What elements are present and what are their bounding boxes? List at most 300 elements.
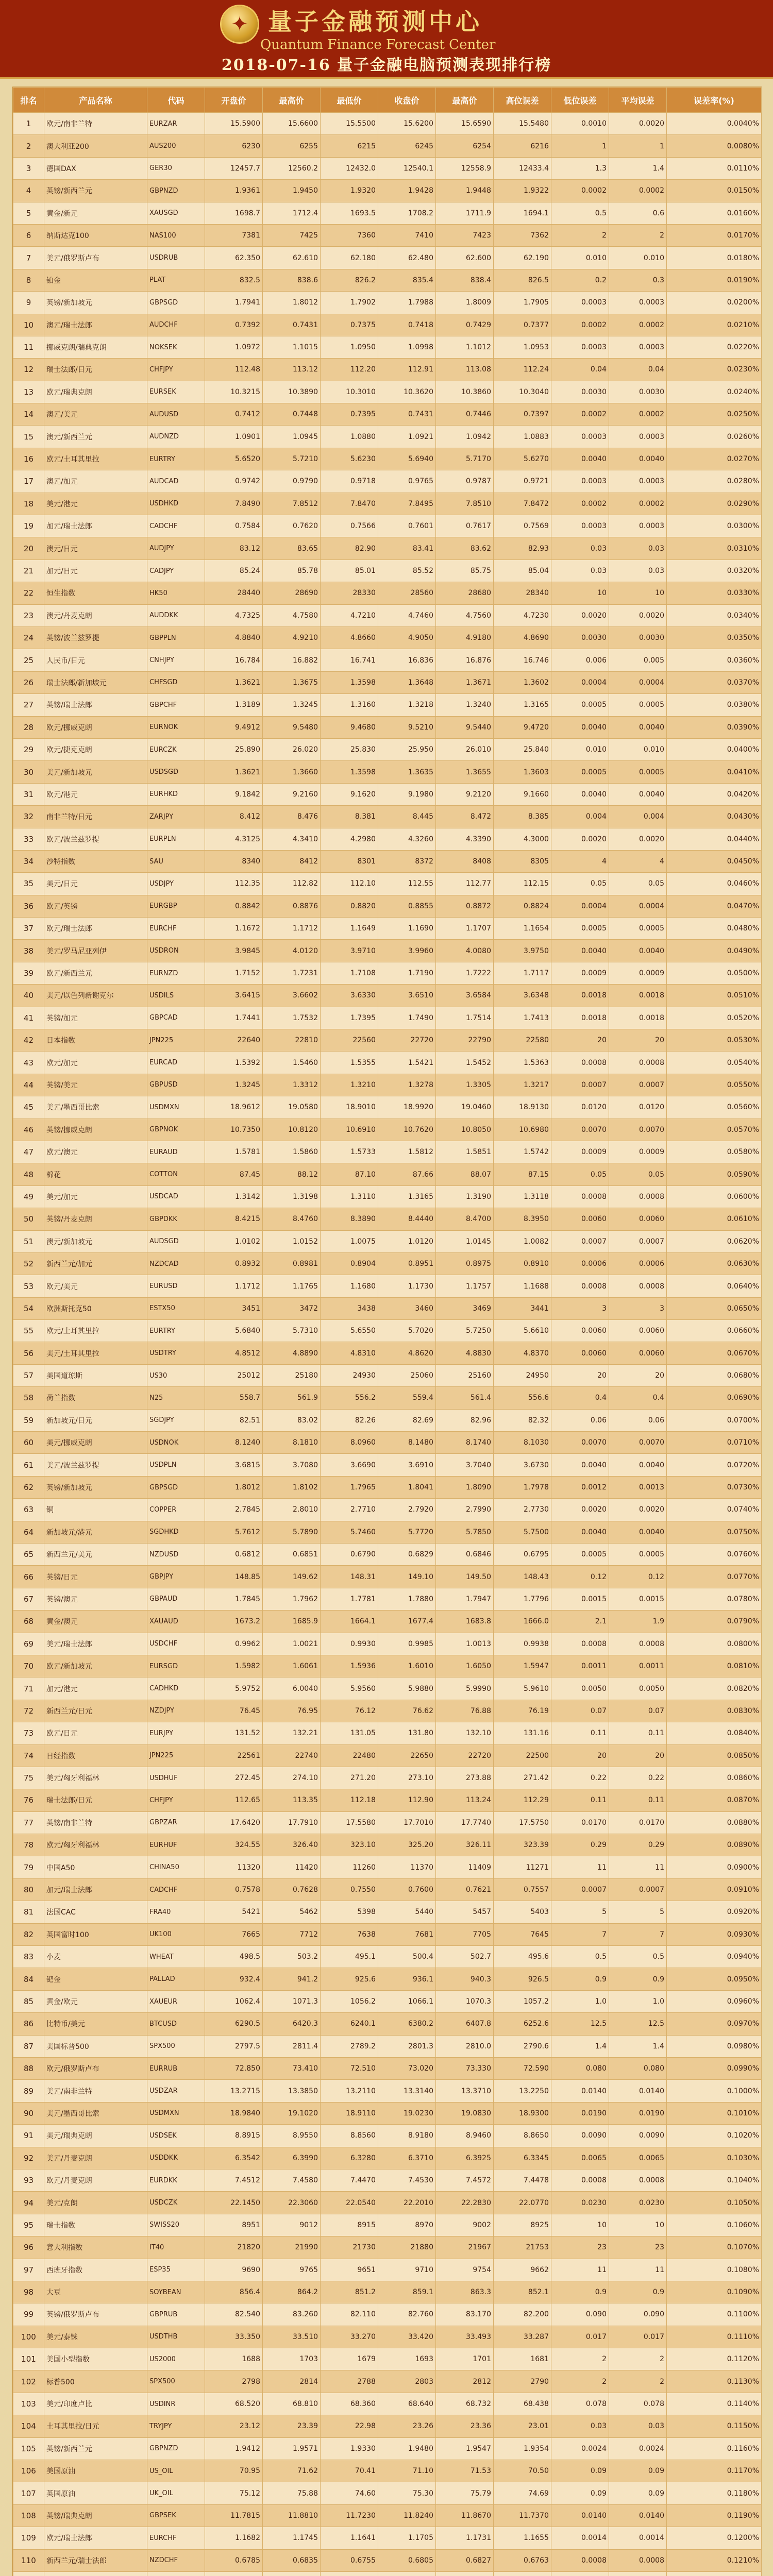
table-cell: 0.080 (551, 2057, 609, 2079)
table-cell: 4.8370 (494, 1342, 551, 1364)
table-cell: 7638 (321, 1923, 378, 1945)
table-row (13, 2192, 762, 2214)
table-cell: 23.26 (378, 2415, 436, 2437)
table-cell: GBPNZD (147, 2437, 205, 2460)
table-cell: 33.287 (494, 2326, 551, 2348)
table-cell: 498.5 (205, 1946, 263, 1968)
table-cell: 21753 (494, 2236, 551, 2259)
table-cell: 25.950 (378, 738, 436, 760)
table-cell: 欧元/土耳其里拉 (44, 448, 147, 470)
table-cell: 5.7020 (378, 1320, 436, 1342)
table-cell: 美元/匈牙利福林 (44, 1767, 147, 1789)
table-cell: 70 (13, 1655, 44, 1677)
table-cell: 0.0540% (667, 1052, 762, 1074)
table-cell: 46 (13, 1118, 44, 1141)
table-cell: 148.31 (321, 1566, 378, 1588)
table-cell: 0.017 (551, 2326, 609, 2348)
table-cell: 美元/墨西哥比索 (44, 2102, 147, 2124)
table-cell: 0.0900% (667, 1856, 762, 1878)
table-cell: 0.6763 (494, 2549, 551, 2571)
table-cell: 8.4760 (263, 1208, 321, 1230)
table-cell: 28 (13, 716, 44, 738)
table-cell: 英镑/澳元 (44, 1588, 147, 1610)
table-cell: 1.9428 (378, 180, 436, 202)
table-cell: 4.3000 (494, 828, 551, 850)
table-cell: 76.12 (321, 1700, 378, 1722)
table-cell: 0.0013 (609, 1476, 667, 1498)
table-cell: 49 (13, 1185, 44, 1208)
table-cell: 3460 (378, 1297, 436, 1319)
table-cell: 0.0300% (667, 515, 762, 537)
table-cell: 82.51 (205, 1409, 263, 1431)
table-cell: 英镑/新加坡元 (44, 1476, 147, 1498)
table-cell: GBPUSD (147, 1074, 205, 1096)
table-cell: USDMXN (147, 1096, 205, 1118)
table-cell: 85.78 (263, 560, 321, 582)
column-header: 平均误差 (609, 88, 667, 113)
table-cell: 1.8041 (378, 1476, 436, 1498)
table-cell: 2.7920 (378, 1499, 436, 1521)
table-cell: 1.5363 (494, 1052, 551, 1074)
table-cell: 7645 (494, 1923, 551, 1945)
table-cell: 86 (13, 2013, 44, 2035)
table-cell: 11.7815 (205, 2504, 263, 2527)
table-cell: 0.0320% (667, 560, 762, 582)
table-cell: 4.3410 (263, 828, 321, 850)
table-cell: GBPSEK (147, 2504, 205, 2527)
table-cell: 0.0140 (609, 2504, 667, 2527)
table-cell: 1.7947 (436, 1588, 494, 1610)
table-cell: 0.0070 (609, 1432, 667, 1454)
table-cell: 24 (13, 626, 44, 649)
table-cell: 6230 (205, 135, 263, 157)
table-cell: 3.6348 (494, 985, 551, 1007)
table-cell: USDSGD (147, 761, 205, 783)
table-cell: 0.29 (551, 1834, 609, 1856)
table-row (13, 2214, 762, 2236)
table-cell: 1688 (205, 2348, 263, 2370)
table-cell: 2788 (321, 2370, 378, 2393)
table-cell: 0.0920% (667, 1901, 762, 1923)
table-cell: ESP35 (147, 2259, 205, 2281)
table-cell: 5.6550 (321, 1320, 378, 1342)
table-cell: CADCHF (147, 1878, 205, 1901)
table-cell: 0.0230% (667, 359, 762, 381)
table-cell: 0.0290% (667, 493, 762, 515)
table-cell: 美元/墨西哥比索 (44, 1096, 147, 1118)
table-row (13, 1320, 762, 1342)
table-cell: XAUAUD (147, 1611, 205, 1633)
table-cell: 0.09 (551, 2482, 609, 2504)
table-cell: 0.0280% (667, 470, 762, 493)
table-cell: 英镑/瑞士法郎 (44, 694, 147, 716)
table-cell: 25.890 (205, 738, 263, 760)
table-cell: 83.62 (436, 537, 494, 560)
table-cell: 9651 (321, 2259, 378, 2281)
table-cell: 1.3118 (494, 1185, 551, 1208)
table-cell: 21967 (436, 2236, 494, 2259)
table-cell: EURDKK (147, 2169, 205, 2191)
table-cell: JPN225 (147, 1029, 205, 1052)
table-cell: 73.330 (436, 2057, 494, 2079)
table-cell: 0.1190% (667, 2504, 762, 2527)
table-cell: 0.0210% (667, 314, 762, 336)
table-cell: 0.0930% (667, 1923, 762, 1945)
table-cell: 64 (13, 1521, 44, 1543)
table-cell: 0.7418 (378, 314, 436, 336)
table-cell: 0.0060 (609, 1342, 667, 1364)
table-cell: 23 (551, 2236, 609, 2259)
table-cell: 0.7550 (321, 1878, 378, 1901)
table-cell: 1.0102 (205, 1230, 263, 1252)
table-cell: 0.0005 (609, 761, 667, 783)
table-cell: 1.3160 (321, 694, 378, 716)
table-cell: 0.0960% (667, 1990, 762, 2012)
table-cell: 7681 (378, 1923, 436, 1945)
table-cell: 7.8495 (378, 493, 436, 515)
table-cell: 0.0590% (667, 1163, 762, 1185)
table-cell: 欧元/瑞典克朗 (44, 381, 147, 403)
table-cell: 0.1150% (667, 2415, 762, 2437)
table-cell: 8.4700 (436, 1208, 494, 1230)
table-cell: 0.0070 (551, 1432, 609, 1454)
table-row (13, 2504, 762, 2527)
table-cell: 西班牙指数 (44, 2259, 147, 2281)
table-cell: 25060 (378, 1364, 436, 1386)
table-cell: 4.8310 (321, 1342, 378, 1364)
table-cell: 1.3312 (263, 1074, 321, 1096)
table-cell: 68 (13, 1611, 44, 1633)
table-cell: 0.1120% (667, 2348, 762, 2370)
table-cell: 土耳其里拉/日元 (44, 2415, 147, 2437)
table-cell: TRYJPY (147, 2415, 205, 2437)
table-cell: 0.078 (551, 2393, 609, 2415)
table-cell: 0.0008 (551, 1185, 609, 1208)
table-row (13, 448, 762, 470)
table-cell: USDCZK (147, 2192, 205, 2214)
table-cell: 6245 (378, 135, 436, 157)
table-cell: 1.1712 (263, 918, 321, 940)
table-cell: 13.3850 (263, 2080, 321, 2102)
table-cell: 5.7850 (436, 1521, 494, 1543)
table-cell: 1.0120 (378, 1230, 436, 1252)
table-row (13, 1432, 762, 1454)
table-cell: USDMXN (147, 2102, 205, 2124)
table-cell: 1.7796 (494, 1588, 551, 1610)
table-cell: 19 (13, 515, 44, 537)
table-cell: 0.0190 (551, 2102, 609, 2124)
table-cell: 502.7 (436, 1946, 494, 1968)
table-cell: 1694.1 (494, 202, 551, 224)
table-cell: 美国小型指数 (44, 2348, 147, 2370)
table-cell: 1703 (263, 2348, 321, 2370)
table-cell: 112.90 (378, 1789, 436, 1811)
table-cell: 22580 (494, 1029, 551, 1052)
table-cell: SPX500 (147, 2370, 205, 2393)
table-cell: 1.0945 (263, 426, 321, 448)
table-cell: 68.732 (436, 2393, 494, 2415)
table-row (13, 2236, 762, 2259)
table-cell: US2000 (147, 2348, 205, 2370)
table-cell: 82.69 (378, 1409, 436, 1431)
table-cell: 96 (13, 2236, 44, 2259)
table-cell: 0.0550% (667, 1074, 762, 1096)
table-cell: 82.540 (205, 2303, 263, 2326)
table-cell: 0.0530% (667, 1029, 762, 1052)
table-cell: 日本指数 (44, 1029, 147, 1052)
table-cell: 63 (13, 1499, 44, 1521)
table-cell: 271.42 (494, 1767, 551, 1789)
table-cell: 0.0810% (667, 1655, 762, 1677)
table-cell: 钯金 (44, 1968, 147, 1990)
table-cell: NAS100 (147, 224, 205, 246)
table-cell: 8.0960 (321, 1432, 378, 1454)
table-row (13, 2326, 762, 2348)
table-cell: 22740 (263, 1744, 321, 1767)
table-cell: 19.0460 (436, 1096, 494, 1118)
table-cell: 38 (13, 940, 44, 962)
table-cell: 1.3245 (205, 1074, 263, 1096)
table-cell: 9 (13, 292, 44, 314)
table-cell: 英镑/波兰兹罗提 (44, 626, 147, 649)
table-cell: 0.0060 (551, 1320, 609, 1342)
table-cell: 0.0140 (551, 2080, 609, 2102)
table-cell: 5.7890 (263, 1521, 321, 1543)
table-cell: 0.1090% (667, 2281, 762, 2303)
table-cell: 34 (13, 850, 44, 872)
table-cell: 1.3217 (494, 1074, 551, 1096)
table-cell: 5.7720 (378, 1521, 436, 1543)
table-cell: 0.0060 (609, 1320, 667, 1342)
table-cell: 0.0990% (667, 2057, 762, 2079)
table-cell: 0.0850% (667, 1744, 762, 1767)
table-cell: XAUSGD (147, 202, 205, 224)
table-cell: 0.0830% (667, 1700, 762, 1722)
table-cell: 112.91 (378, 359, 436, 381)
table-cell: 1.1682 (205, 2527, 263, 2549)
table-cell: ESTX50 (147, 1297, 205, 1319)
table-row (13, 1118, 762, 1141)
table-cell: 1.0 (609, 1990, 667, 2012)
table-row (13, 2013, 762, 2035)
table-cell: USDTHB (147, 2326, 205, 2348)
table-cell: 0.7600 (378, 1878, 436, 1901)
table-cell (667, 2571, 762, 2576)
table-cell: 10 (609, 2214, 667, 2236)
table-row (13, 1633, 762, 1655)
table-cell: 16.784 (205, 649, 263, 671)
table-cell: 68.438 (494, 2393, 551, 2415)
table-cell: 7 (609, 1923, 667, 1945)
table-cell: 5.6610 (494, 1320, 551, 1342)
table-cell: 82.26 (321, 1409, 378, 1431)
table-row (13, 1722, 762, 1744)
table-cell: 78 (13, 1834, 44, 1856)
table-cell: 0.0630% (667, 1252, 762, 1275)
table-cell: 0.090 (551, 2303, 609, 2326)
table-cell: 1.7108 (321, 962, 378, 984)
table-cell: 273.88 (436, 1767, 494, 1789)
table-cell: 9754 (436, 2259, 494, 2281)
table-cell: USDHKD (147, 493, 205, 515)
table-cell: 英国富时100 (44, 1923, 147, 1945)
table-row (13, 2482, 762, 2504)
table-cell: 美元/加元 (44, 1185, 147, 1208)
table-cell: 61 (13, 1454, 44, 1476)
table-cell: COPPER (147, 1499, 205, 1521)
table-cell: 82 (13, 1923, 44, 1945)
table-cell: NZDCHF (147, 2549, 205, 2571)
gold-coin-logo-icon (222, 6, 258, 42)
table-cell: 8.8560 (321, 2125, 378, 2147)
table-cell: 17 (13, 470, 44, 493)
table-cell: 1.4 (609, 157, 667, 179)
table-cell: 欧洲斯托克50 (44, 1297, 147, 1319)
table-cell: 273.10 (378, 1767, 436, 1789)
table-cell: 97 (13, 2259, 44, 2281)
table-cell: 31 (13, 783, 44, 805)
table-cell: 2 (13, 135, 44, 157)
table-cell: 8.4440 (378, 1208, 436, 1230)
table-cell: 495.1 (321, 1946, 378, 1968)
table-cell: 112.65 (205, 1789, 263, 1811)
table-cell: 0.0005 (551, 761, 609, 783)
table-cell: GBPSGD (147, 292, 205, 314)
table-row (13, 1767, 762, 1789)
table-cell: 0.0003 (551, 515, 609, 537)
table-cell: 1.9361 (205, 180, 263, 202)
table-cell: 23.12 (205, 2415, 263, 2437)
table-cell: 0.0003 (609, 426, 667, 448)
table-cell: 0.1200% (667, 2527, 762, 2549)
table-cell: 91 (13, 2125, 44, 2147)
table-cell: 1.1730 (378, 1275, 436, 1297)
table-cell: 9.5440 (436, 716, 494, 738)
table-cell: 74.60 (321, 2482, 378, 2504)
table-cell: 0.5 (551, 202, 609, 224)
table-cell: 0.0700% (667, 1409, 762, 1431)
table-cell: 112.77 (436, 873, 494, 895)
table-cell: 0.0018 (609, 985, 667, 1007)
table-row (13, 649, 762, 671)
table-cell: 1.3635 (378, 761, 436, 783)
table-cell: 0.0800% (667, 1633, 762, 1655)
table-cell: 85 (13, 1990, 44, 2012)
table-cell: 113.12 (263, 359, 321, 381)
table-row (13, 1566, 762, 1588)
table-cell: 美元/印度卢比 (44, 2393, 147, 2415)
table-cell: 1.6010 (378, 1655, 436, 1677)
table-row (13, 2035, 762, 2057)
table-cell: 33.420 (378, 2326, 436, 2348)
table-cell: 7.4580 (263, 2169, 321, 2191)
table-cell: 29 (13, 738, 44, 760)
table-row (13, 2415, 762, 2437)
table-cell: 7410 (378, 224, 436, 246)
table-cell: 4.8690 (494, 626, 551, 649)
table-cell: 0.0820% (667, 1677, 762, 1700)
table-cell: 1698.7 (205, 202, 263, 224)
table-cell: 1.3165 (494, 694, 551, 716)
table-cell: 美元/瑞典克朗 (44, 2125, 147, 2147)
table-cell: 0.7446 (436, 403, 494, 426)
table-cell: 6.0040 (263, 1677, 321, 1700)
table-header-row (13, 88, 762, 113)
table-cell: 12560.2 (263, 157, 321, 179)
table-cell: 0.0880% (667, 1811, 762, 1834)
table-cell: 0.0008 (551, 1633, 609, 1655)
table-cell: 98 (13, 2281, 44, 2303)
table-cell: 4.8840 (205, 626, 263, 649)
table-row (13, 604, 762, 626)
table-cell: 41 (13, 1007, 44, 1029)
table-cell: 8340 (205, 850, 263, 872)
table-cell: 0.0580% (667, 1141, 762, 1163)
table-cell: 11.8670 (436, 2504, 494, 2527)
table-cell: 10.3890 (263, 381, 321, 403)
table-cell: USDZAR (147, 2080, 205, 2102)
table-cell: 33.510 (263, 2326, 321, 2348)
table-cell: 欧元/加元 (44, 1052, 147, 1074)
table-cell: 0.7397 (494, 403, 551, 426)
table-cell: 1.5460 (263, 1052, 321, 1074)
table-cell: 0.0090 (609, 2125, 667, 2147)
table-cell: 2.1 (551, 1611, 609, 1633)
table-cell: 0.1130% (667, 2370, 762, 2393)
table-cell: 25.840 (494, 738, 551, 760)
table-cell: 0.12 (609, 1566, 667, 1588)
table-cell: 0.0015 (551, 1588, 609, 1610)
table-cell: 0.0790% (667, 1611, 762, 1633)
table-cell: CHFJPY (147, 359, 205, 381)
table-cell: 0.0002 (609, 403, 667, 426)
table-cell: 1.7965 (321, 1476, 378, 1498)
table-cell: 0.0710% (667, 1432, 762, 1454)
table-cell: 19.0230 (378, 2102, 436, 2124)
table-cell: 0.0610% (667, 1208, 762, 1230)
table-cell: 1.7514 (436, 1007, 494, 1029)
table-cell: 556.2 (321, 1387, 378, 1409)
table-cell: 12432.0 (321, 157, 378, 179)
table-cell: 0.6 (609, 202, 667, 224)
table-cell: 0.1070% (667, 2236, 762, 2259)
title-english: Quantum Finance Forecast Center (260, 37, 496, 53)
table-cell: 10.3040 (494, 381, 551, 403)
table-cell: 0.0860% (667, 1767, 762, 1789)
table-row (13, 292, 762, 314)
table-cell: 0.09 (609, 2482, 667, 2504)
table-cell: 0.1180% (667, 2482, 762, 2504)
table-cell: GBPRUB (147, 2303, 205, 2326)
table-cell: 55 (13, 1320, 44, 1342)
table-cell: 859.1 (378, 2281, 436, 2303)
table-cell: 83.65 (263, 537, 321, 560)
table-cell: 1.1654 (494, 918, 551, 940)
table-cell: 0.0070 (609, 1118, 667, 1141)
table-cell: 1.0145 (436, 1230, 494, 1252)
table-cell: 13.3140 (378, 2080, 436, 2102)
table-cell: 561.9 (263, 1387, 321, 1409)
table-cell: 10.7620 (378, 1118, 436, 1141)
table-cell: 12.5 (551, 2013, 609, 2035)
table-cell: 20 (551, 1364, 609, 1386)
table-cell: 83.41 (378, 537, 436, 560)
table-cell: 0.0020 (609, 1499, 667, 1521)
table-cell: 12558.9 (436, 157, 494, 179)
table-cell: 109 (13, 2527, 44, 2549)
table-cell: 3441 (494, 1297, 551, 1319)
table-cell: 324.55 (205, 1834, 263, 1856)
